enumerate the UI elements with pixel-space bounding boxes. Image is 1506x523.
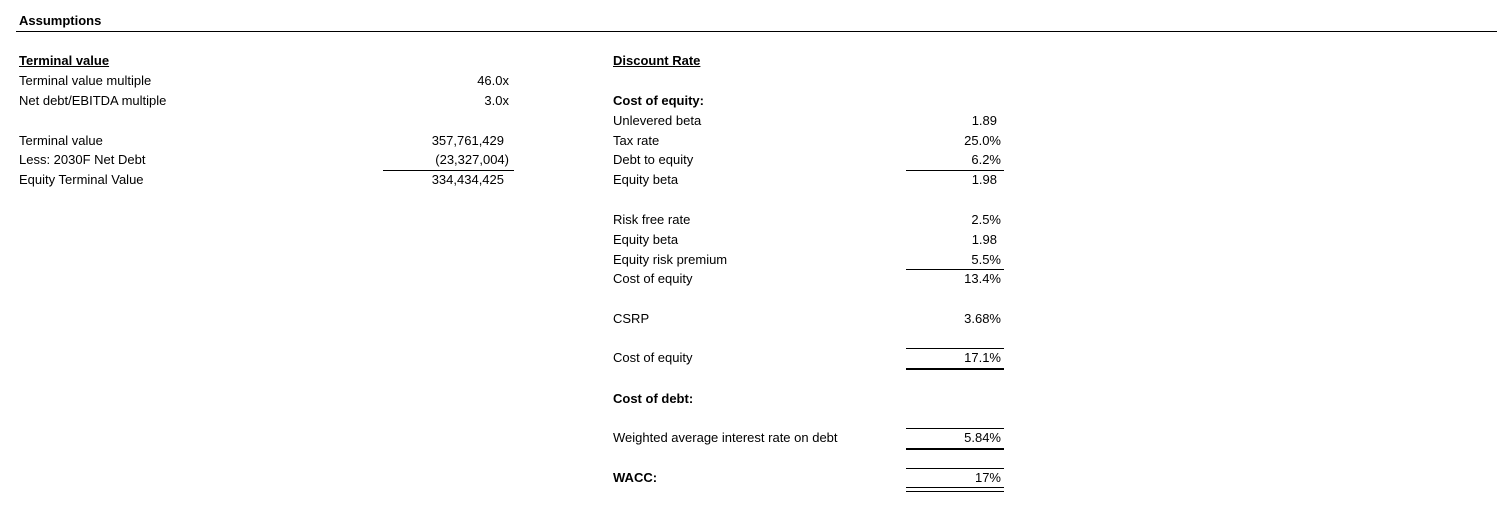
sheet-title: Assumptions	[19, 13, 102, 28]
wacc-value: 17%	[974, 470, 1001, 485]
capm-subtotal-rule	[906, 269, 1004, 270]
wacc-top-rule	[906, 468, 1004, 469]
terminal-value-label: Terminal value	[19, 133, 103, 148]
interest-bottom-rule	[906, 448, 1004, 450]
net-debt-label: Less: 2030F Net Debt	[19, 152, 146, 167]
terminal-multiple-label: Terminal value multiple	[19, 73, 152, 88]
capm-cost-of-equity-value: 13.4%	[964, 271, 1001, 286]
csrp-value: 3.68%	[964, 311, 1001, 326]
wacc-double-rule	[906, 487, 1004, 492]
interest-rate-label: Weighted average interest rate on debt	[613, 430, 838, 445]
total-cost-of-equity-value: 17.1%	[964, 350, 1001, 365]
debt-to-equity-value: 6.2%	[971, 152, 1001, 167]
unlevered-beta-value: 1.89	[971, 113, 997, 128]
terminal-value-heading: Terminal value	[19, 53, 110, 68]
subtotal-rule	[383, 170, 514, 171]
total-equity-bottom-rule	[906, 368, 1004, 370]
risk-free-rate-value: 2.5%	[971, 212, 1001, 227]
interest-rate-value: 5.84%	[964, 430, 1001, 445]
wacc-label: WACC:	[613, 470, 658, 485]
debt-to-equity-label: Debt to equity	[613, 152, 694, 167]
csrp-label: CSRP	[613, 311, 650, 326]
equity-terminal-value-amount: 334,434,425	[431, 172, 504, 187]
equity-beta-label: Equity beta	[613, 172, 679, 187]
equity-beta-value: 1.98	[971, 172, 997, 187]
total-equity-top-rule	[906, 348, 1004, 349]
equity-risk-premium-label: Equity risk premium	[613, 252, 728, 267]
risk-free-rate-label: Risk free rate	[613, 212, 691, 227]
tax-rate-label: Tax rate	[613, 133, 660, 148]
unlevered-beta-label: Unlevered beta	[613, 113, 702, 128]
tax-rate-value: 25.0%	[964, 133, 1001, 148]
capm-equity-beta-value: 1.98	[971, 232, 997, 247]
net-debt-amount: (23,327,004)	[435, 152, 509, 167]
beta-subtotal-rule	[906, 170, 1004, 171]
cost-of-debt-heading: Cost of debt:	[613, 391, 694, 406]
equity-risk-premium-value: 5.5%	[971, 252, 1001, 267]
net-debt-multiple-label: Net debt/EBITDA multiple	[19, 93, 167, 108]
net-debt-multiple-value: 3.0x	[484, 93, 509, 108]
cost-of-equity-heading: Cost of equity:	[613, 93, 704, 108]
interest-top-rule	[906, 428, 1004, 429]
title-rule	[16, 31, 1497, 32]
capm-cost-of-equity-label: Cost of equity	[613, 271, 693, 286]
capm-equity-beta-label: Equity beta	[613, 232, 679, 247]
terminal-value-amount: 357,761,429	[431, 133, 504, 148]
discount-rate-heading: Discount Rate	[613, 53, 701, 68]
terminal-multiple-value: 46.0x	[477, 73, 509, 88]
total-cost-of-equity-label: Cost of equity	[613, 350, 693, 365]
equity-terminal-value-label: Equity Terminal Value	[19, 172, 144, 187]
